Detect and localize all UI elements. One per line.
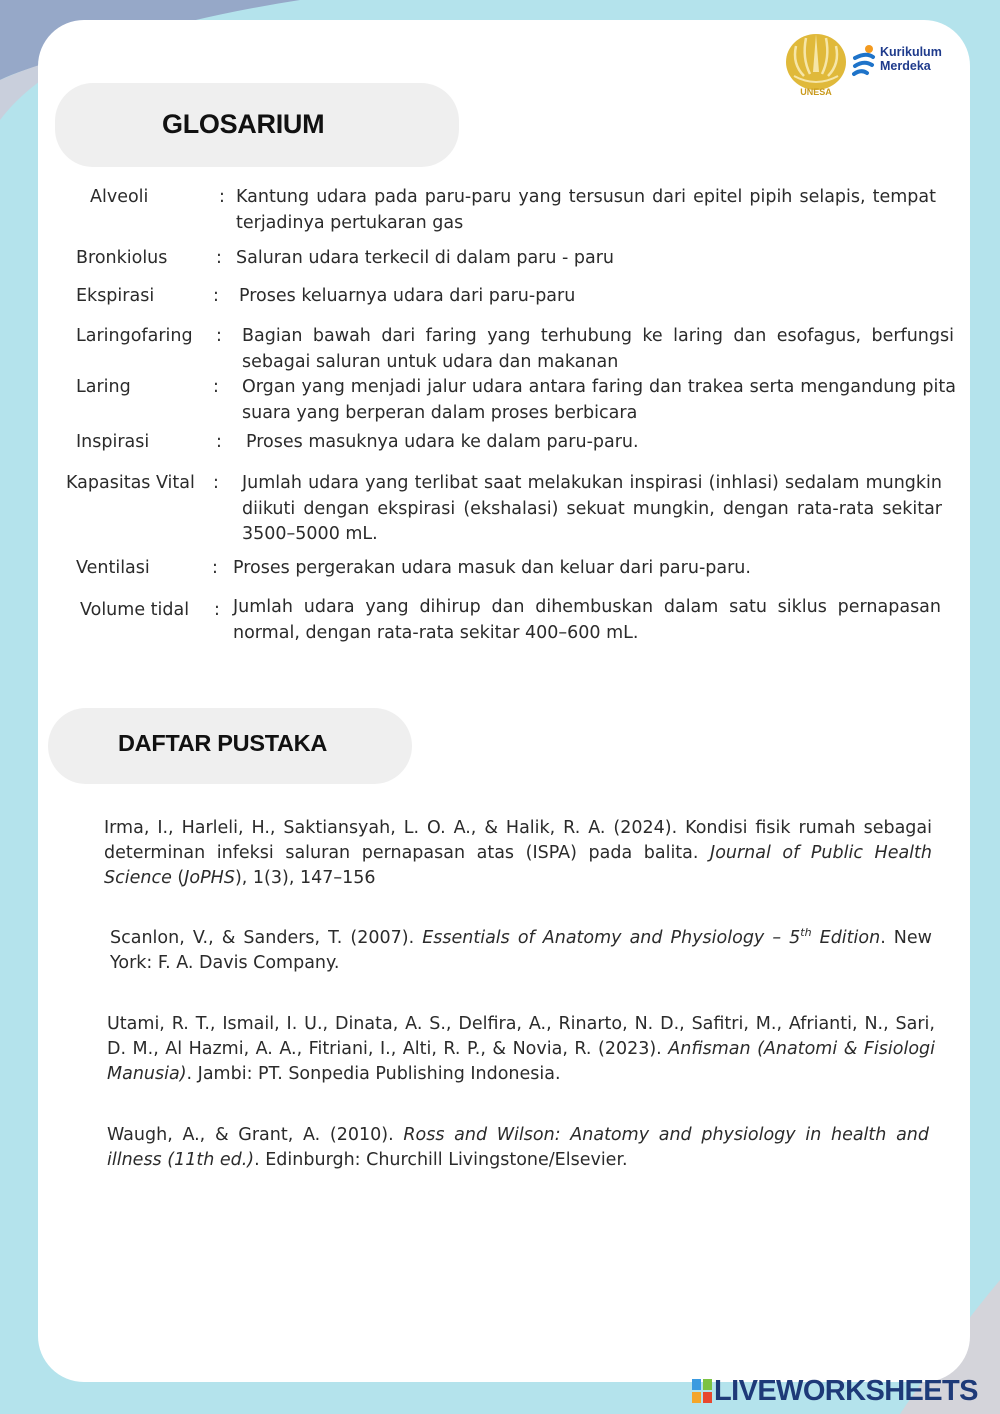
glossary-term: Bronkiolus <box>76 248 168 268</box>
glossary-term: Alveoli <box>90 187 149 207</box>
reference-item: Irma, I., Harleli, H., Saktiansyah, L. O. A., & Halik, R. A. (2024). Kondisi fisik rumah sebagai determinan infeksi saluran pernapasan atas (ISPA) pada balita. Journal of Public Health Science (JoPHS), 1(3), 147–156 <box>104 818 932 888</box>
glossary-separator: : <box>216 248 222 268</box>
daftar-pustaka-title: DAFTAR PUSTAKA <box>118 730 328 756</box>
reference-item: Waugh, A., & Grant, A. (2010). Ross and Wilson: Anatomy and physiology in health and illness (11th ed.). Edinburgh: Churchill Livingstone/Elsevier. <box>107 1125 929 1170</box>
glossary-separator: : <box>216 326 222 346</box>
glossary-term: Laringofaring <box>76 326 193 346</box>
liveworksheets-logo <box>692 1374 992 1406</box>
glossary-separator: : <box>212 558 218 578</box>
merdeka-label: Merdeka <box>880 59 931 73</box>
liveworksheets-icon <box>692 1379 712 1403</box>
reference-item: Utami, R. T., Ismail, I. U., Dinata, A. S., Delfira, A., Rinarto, N. D., Safitri, M., Afrianti, N., Sari, D. M., Al Hazmi, A. A., Fitriani, I., Alti, R. P., & Novia, R. (2023). Anfisman (Anatomi & Fisiologi Manusia). Jambi: PT. Sonpedia Publishing Indonesia. <box>107 1014 935 1084</box>
kurikulum-merdeka-icon <box>852 44 876 78</box>
glossary-term: Ekspirasi <box>76 286 155 306</box>
glossary-definition: Organ yang menjadi jalur udara antara faring dan trakea serta mengandung pita suara yang berperan dalam proses berbicara <box>242 377 956 423</box>
glossary-definition: Proses keluarnya udara dari paru-paru <box>239 286 576 306</box>
glossary-definition: Jumlah udara yang terlibat saat melakukan inspirasi (inhlasi) sedalam mungkin diikuti dengan ekspirasi (ekshalasi) sekuat mungkin, dengan rata-rata sekitar 3500–5000 mL. <box>242 473 942 544</box>
glossary-term: Kapasitas Vital <box>66 473 195 493</box>
glossary-separator: : <box>213 473 219 493</box>
glossary-definition: Bagian bawah dari faring yang terhubung ke laring dan esofagus, berfungsi sebagai saluran untuk udara dan makanan <box>242 326 954 372</box>
unesa-label: UNESA <box>800 87 832 97</box>
glossary-definition: Jumlah udara yang dihirup dan dihembuskan dalam satu siklus pernapasan normal, dengan rata-rata sekitar 400–600 mL. <box>233 597 941 643</box>
glossary-definition: Saluran udara terkecil di dalam paru - paru <box>236 248 615 268</box>
kurikulum-merdeka-logo <box>852 42 962 78</box>
glossary-separator: : <box>216 432 222 452</box>
glossary-term: Volume tidal <box>80 600 190 620</box>
glossary-separator: : <box>213 286 219 306</box>
glossary-separator: : <box>213 377 219 397</box>
glossary-term: Inspirasi <box>76 432 150 452</box>
liveworksheets-brand: LIVEWORKSHEETS <box>714 1375 978 1407</box>
glosarium-title: GLOSARIUM <box>162 109 325 139</box>
unesa-logo <box>784 28 848 98</box>
glossary-definition: Proses masuknya udara ke dalam paru-paru. <box>246 432 639 452</box>
glossary-definition: Proses pergerakan udara masuk dan keluar dari paru-paru. <box>233 558 751 578</box>
reference-item: Scanlon, V., & Sanders, T. (2007). Essentials of Anatomy and Physiology – 5th Edition. New York: F. A. Davis Company. <box>110 926 932 973</box>
glossary-separator: : <box>214 600 220 620</box>
glossary-separator: : <box>219 187 225 207</box>
glossary-definition: Kantung udara pada paru-paru yang tersusun dari epitel pipih selapis, tempat terjadinya pertukaran gas <box>236 187 936 233</box>
glossary-term: Ventilasi <box>76 558 150 578</box>
kurikulum-label: Kurikulum <box>880 45 942 59</box>
glossary-term: Laring <box>76 377 131 397</box>
